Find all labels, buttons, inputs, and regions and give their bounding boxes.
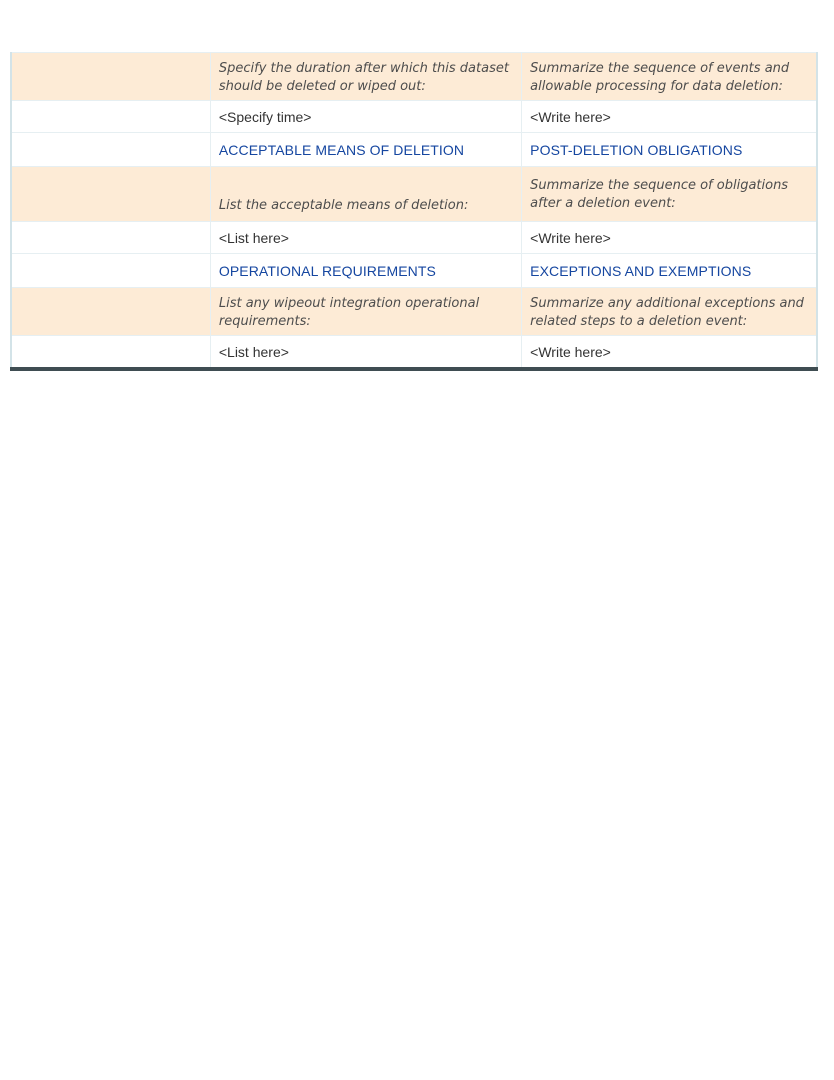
acceptable-means-prompt: List the acceptable means of deletion:: [218, 198, 469, 213]
value-cell[interactable]: [522, 222, 817, 254]
data-deletion-table: [10, 52, 818, 371]
obligations-field[interactable]: <Write here>: [530, 229, 611, 246]
deletion-duration-prompt: Specify the duration after which this dataset should be deleted or wiped out:: [218, 60, 509, 94]
table-row: [11, 222, 817, 254]
exceptions-heading: EXCEPTIONS AND EXEMPTIONS: [530, 262, 752, 279]
deletion-sequence-prompt: Summarize the sequence of events and allowable processing for data deletion:: [530, 60, 790, 94]
label-cell: [11, 133, 210, 167]
value-cell[interactable]: [210, 101, 521, 133]
label-cell: [11, 167, 210, 222]
heading-cell: [522, 254, 817, 288]
table-row: [11, 254, 817, 288]
table-row: [11, 167, 817, 222]
label-cell: [11, 222, 210, 254]
prompt-cell: [210, 288, 521, 336]
value-cell[interactable]: [522, 336, 817, 370]
specify-time-field[interactable]: <Specify time>: [218, 108, 312, 125]
table-row: [11, 336, 817, 370]
obligations-prompt: Summarize the sequence of obligations after a deletion event:: [530, 178, 789, 211]
exceptions-field[interactable]: <Write here>: [530, 343, 611, 360]
prompt-cell: [210, 167, 521, 222]
deletion-sequence-field[interactable]: <Write here>: [530, 108, 611, 125]
operational-requirements-prompt: List any wipeout integration operational requirements:: [218, 295, 480, 329]
table-row: [11, 53, 817, 101]
operational-requirements-heading: OPERATIONAL REQUIREMENTS: [218, 262, 436, 279]
post-deletion-obligations-heading: POST-DELETION OBLIGATIONS: [530, 141, 743, 158]
prompt-cell: [522, 288, 817, 336]
acceptable-means-field[interactable]: <List here>: [218, 229, 289, 246]
prompt-cell: [210, 53, 521, 101]
heading-cell: [522, 133, 817, 167]
prompt-cell: [522, 53, 817, 101]
label-cell: [11, 101, 210, 133]
value-cell[interactable]: [210, 222, 521, 254]
label-cell: [11, 288, 210, 336]
label-cell: [11, 254, 210, 288]
heading-cell: [210, 254, 521, 288]
heading-cell: [210, 133, 521, 167]
exceptions-prompt: Summarize any additional exceptions and related steps to a deletion event:: [530, 295, 804, 329]
operational-requirements-field[interactable]: <List here>: [218, 343, 289, 360]
value-cell[interactable]: [522, 101, 817, 133]
prompt-cell: [522, 167, 817, 222]
table-row: [11, 133, 817, 167]
value-cell[interactable]: [210, 336, 521, 370]
table-row: [11, 288, 817, 336]
acceptable-means-heading: ACCEPTABLE MEANS OF DELETION: [218, 141, 465, 158]
table-row: [11, 101, 817, 133]
label-cell: [11, 53, 210, 101]
label-cell: [11, 336, 210, 370]
